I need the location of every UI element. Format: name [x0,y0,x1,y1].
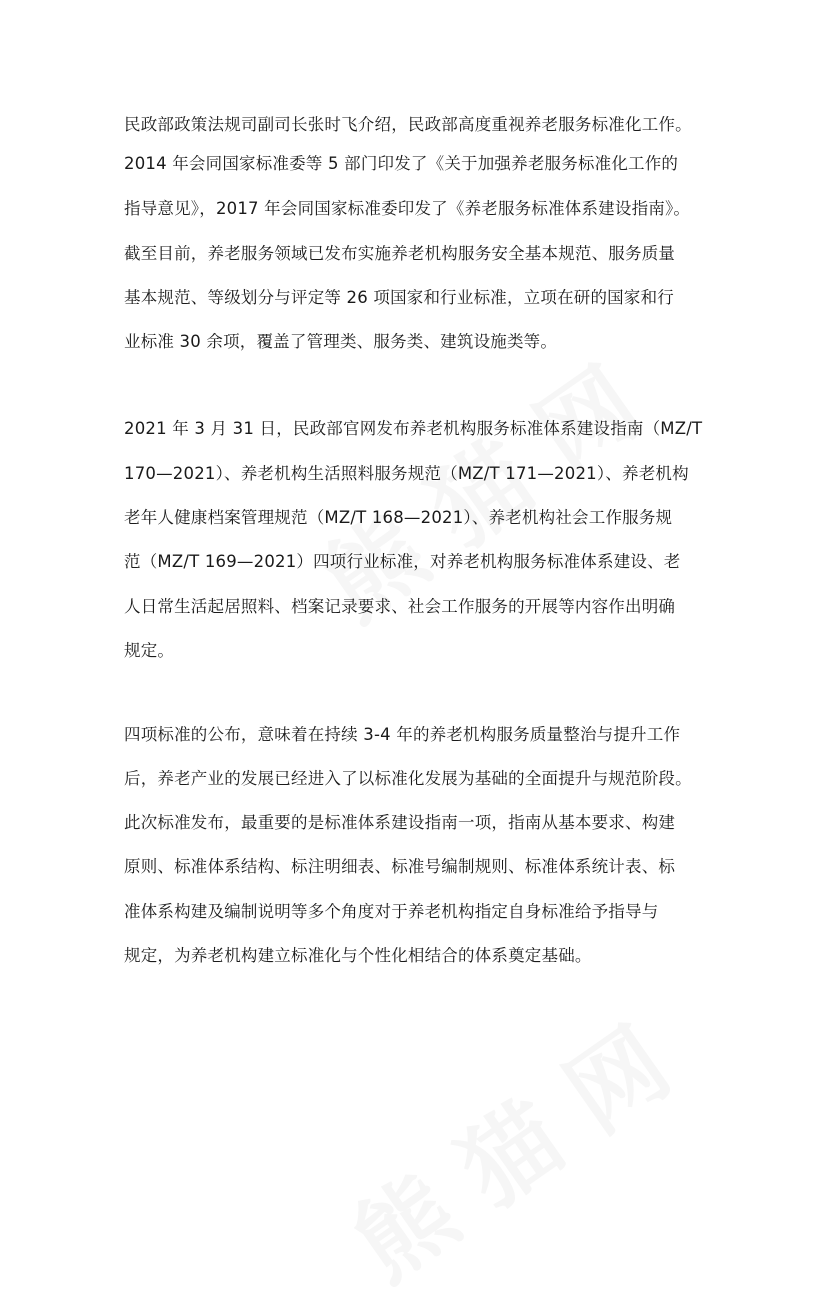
text-line: 规定，为养老机构建立标准化与个性化相结合的体系奠定基础。 [124,946,592,965]
text-line: 规定。 [124,641,175,660]
text-line: 此次标准发布，最重要的是标准体系建设指南一项，指南从基本要求、构建 [124,813,676,832]
text-line: 后，养老产业的发展已经进入了以标准化发展为基础的全面提升与规范阶段。 [124,769,692,788]
text-line: 人日常生活起居照料、档案记录要求、社会工作服务的开展等内容作出明确 [124,597,676,616]
text-line: 老年人健康档案管理规范（MZ/T 168—2021）、养老机构社会工作服务规 [124,508,673,527]
text-line: 准体系构建及编制说明等多个角度对于养老机构指定自身标准给予指导与 [124,902,659,921]
text-line: 指导意见》，2017 年会同国家标准委印发了《养老服务标准体系建设指南》。 [124,199,691,218]
text-line: 基本规范、等级划分与评定等 26 项国家和行业标准，立项在研的国家和行 [124,288,674,307]
text-line: 民政部政策法规司副司长张时飞介绍，民政部高度重视养老服务标准化工作。 [124,115,692,134]
watermark [323,991,692,1306]
text-line: 2021 年 3 月 31 日，民政部官网发布养老机构服务标准体系建设指南（MZ/T [124,419,703,438]
text-line: 四项标准的公布，意味着在持续 3-4 年的养老机构服务质量整治与提升工作 [124,725,681,744]
text-line: 170—2021）、养老机构生活照料服务规范（MZ/T 171—2021）、养老机构 [124,464,689,483]
text-line: 截至目前，养老服务领域已发布实施养老机构服务安全基本规范、服务质量 [124,244,676,263]
text-line: 2014 年会同国家标准委等 5 部门印发了《关于加强养老服务标准化工作的 [124,154,679,173]
text-line: 业标准 30 余项，覆盖了管理类、服务类、建筑设施类等。 [124,332,558,351]
text-line: 原则、标准体系结构、标注明细表、标准号编制规则、标准体系统计表、标 [124,857,676,876]
text-line: 范（MZ/T 169—2021）四项行业标准，对养老机构服务标准体系建设、老 [124,552,681,571]
